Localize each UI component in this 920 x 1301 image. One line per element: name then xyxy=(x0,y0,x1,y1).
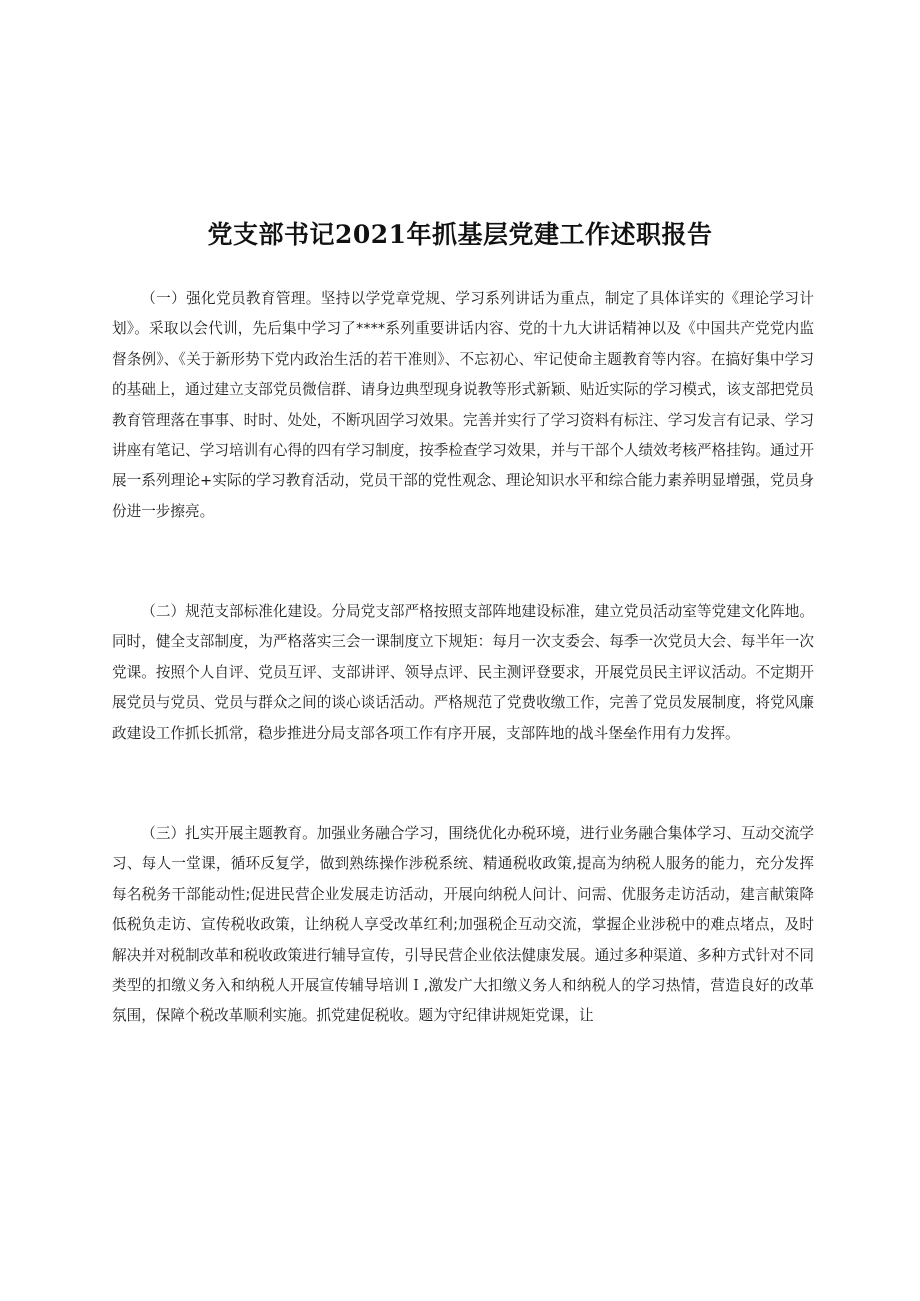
paragraph-3: （三）扎实开展主题教育。加强业务融合学习，围绕优化办税环境，进行业务融合集体学习、互动交流学习、每人一堂课，循环反复学，做到熟练操作涉税系统、精通税收政策,提高为纳税人服务的能力，充分发挥每名税务干部能动性;促进民营企业发展走访活动，开展向纳税人问计、问需、优服务走访活动，建言献策降低税负走访、宣传税收政策，让纳税人享受改革红利;加强税企互动交流，掌握企业涉税中的难点堵点，及时解决并对税制改革和税收政策进行辅导宣传，引导民营企业依法健康发展。通过多种渠道、多种方式针对不同类型的扣缴义务入和纳税人开展宣传辅导培训Ｉ,激发广大扣缴义务人和纳税人的学习热情，营造良好的改革氛围，保障个税改革顺利实施。抓党建促税收。题为守纪律讲规矩党课，让 xyxy=(112,825,814,1025)
document-title: 党支部书记2021年抓基层党建工作述职报告 xyxy=(207,219,713,249)
paragraph-2: （二）规范支部标准化建设。分局党支部严格按照支部阵地建设标准，建立党员活动室等党建文化阵地。同时，健全支部制度，为严格落实三会一课制度立下规矩：每月一次支委会、每季一次党员大会、每半年一次党课。按照个人自评、党员互评、支部讲评、领导点评、民主测评登要求，开展党员民主评议活动。不定期开展党员与党员、党员与群众之间的谈心谈话活动。严格规范了党费收缴工作，完善了党员发展制度，将党风廉政建设工作抓长抓常，稳步推进分局支部各项工作有序开展，支部阵地的战斗堡垒作用有力发挥。 xyxy=(112,603,814,742)
paragraph-1: （一）强化党员教育管理。坚持以学党章党规、学习系列讲话为重点，制定了具体详实的《理论学习计划》。采取以会代训，先后集中学习了****系列重要讲话内容、党的十九大讲话精神以及《中国共产党党内监督条例》、《关于新形势下党内政治生活的若干准则》、不忘初心、牢记使命主题教育等内容。在搞好集中学习的基础上，通过建立支部党员微信群、请身边典型现身说教等形式新颖、贴近实际的学习模式，该支部把党员教育管理落在事事、时时、处处，不断巩固学习效果。完善并实行了学习资料有标注、学习发言有记录、学习讲座有笔记、学习培训有心得的四有学习制度，按季检查学习效果，并与干部个人绩效考核严格挂钩。通过开展一系列理论+实际的学习教育活动，党员干部的党性观念、理论知识水平和综合能力素养明显增强，党员身份进一步擦亮。 xyxy=(112,290,814,520)
